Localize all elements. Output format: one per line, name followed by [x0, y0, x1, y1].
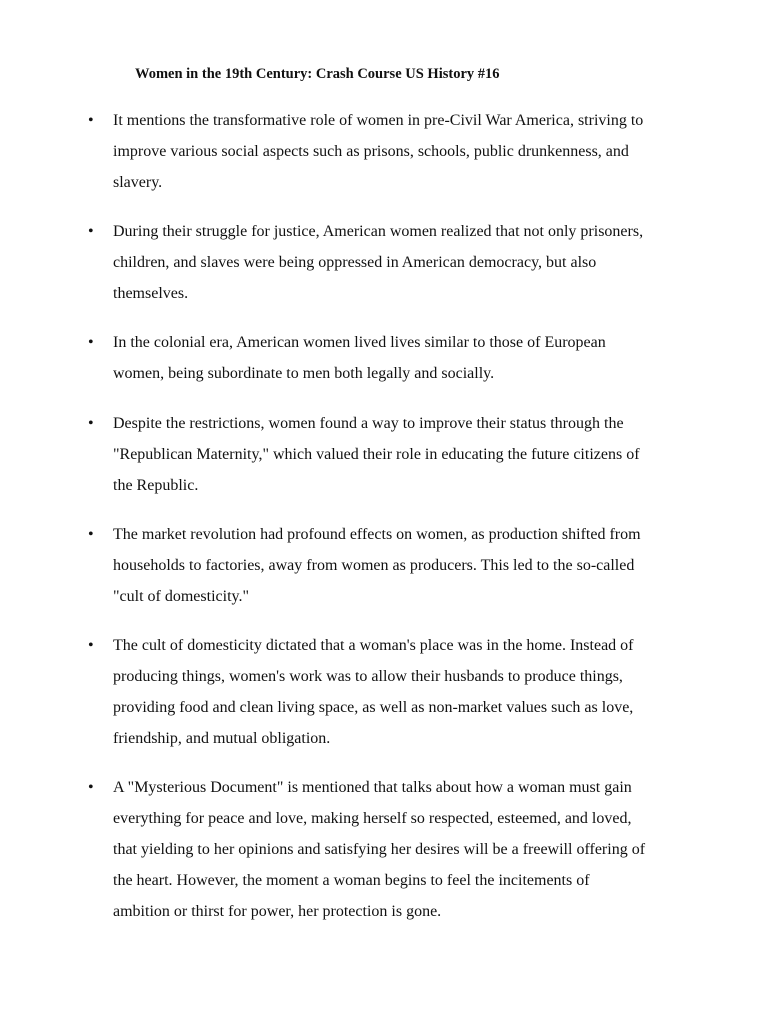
text-line: that yielding to her opinions and satisfying her desires will be a freewill offering of	[113, 841, 646, 858]
bullet-text	[113, 105, 693, 198]
text-line: A "Mysterious Document" is mentioned that talks about how a woman must gain	[113, 779, 632, 796]
bullet-icon: •	[88, 526, 94, 543]
text-line: themselves.	[113, 285, 189, 302]
text-line: providing food and clean living space, as well as non-market values such as love,	[113, 699, 634, 716]
bullet-icon: •	[88, 334, 94, 351]
text-line: It mentions the transformative role of women in pre-Civil War America, striving to	[113, 112, 644, 129]
bullet-icon: •	[88, 779, 94, 796]
bullet-icon: •	[88, 223, 94, 240]
bullet-text	[113, 408, 693, 501]
bullet-text	[113, 327, 693, 389]
bullet-icon: •	[88, 637, 94, 654]
bullet-text	[113, 519, 693, 612]
bullet-text	[113, 216, 693, 309]
bullet-icon: •	[88, 415, 94, 432]
text-line: friendship, and mutual obligation.	[113, 730, 331, 747]
text-line: children, and slaves were being oppressed in American democracy, but also	[113, 254, 597, 271]
bullet-text	[113, 772, 693, 927]
text-line: households to factories, away from women as producers. This led to the so-called	[113, 557, 635, 574]
text-line: Despite the restrictions, women found a way to improve their status through the	[113, 415, 624, 432]
text-line: During their struggle for justice, American women realized that not only prisoners,	[113, 223, 644, 240]
text-line: the heart. However, the moment a woman begins to feel the incitements of	[113, 872, 590, 889]
text-line: In the colonial era, American women lived lives similar to those of European	[113, 334, 606, 351]
text-line: producing things, women's work was to allow their husbands to produce things,	[113, 668, 623, 685]
bullet-text	[113, 630, 693, 754]
text-line: improve various social aspects such as prisons, schools, public drunkenness, and	[113, 143, 629, 160]
text-line: The market revolution had profound effects on women, as production shifted from	[113, 526, 641, 543]
text-line: The cult of domesticity dictated that a woman's place was in the home. Instead of	[113, 637, 634, 654]
bullet-icon: •	[88, 112, 94, 129]
text-line: "Republican Maternity," which valued their role in educating the future citizens of	[113, 446, 640, 463]
text-line: the Republic.	[113, 477, 199, 494]
text-line: ambition or thirst for power, her protection is gone.	[113, 903, 442, 920]
text-line: slavery.	[113, 174, 163, 191]
text-line: everything for peace and love, making herself so respected, esteemed, and loved,	[113, 810, 632, 827]
document-title: Women in the 19th Century: Crash Course US History #16	[135, 66, 500, 82]
text-line: women, being subordinate to men both legally and socially.	[113, 365, 495, 382]
text-line: "cult of domesticity."	[113, 588, 249, 605]
